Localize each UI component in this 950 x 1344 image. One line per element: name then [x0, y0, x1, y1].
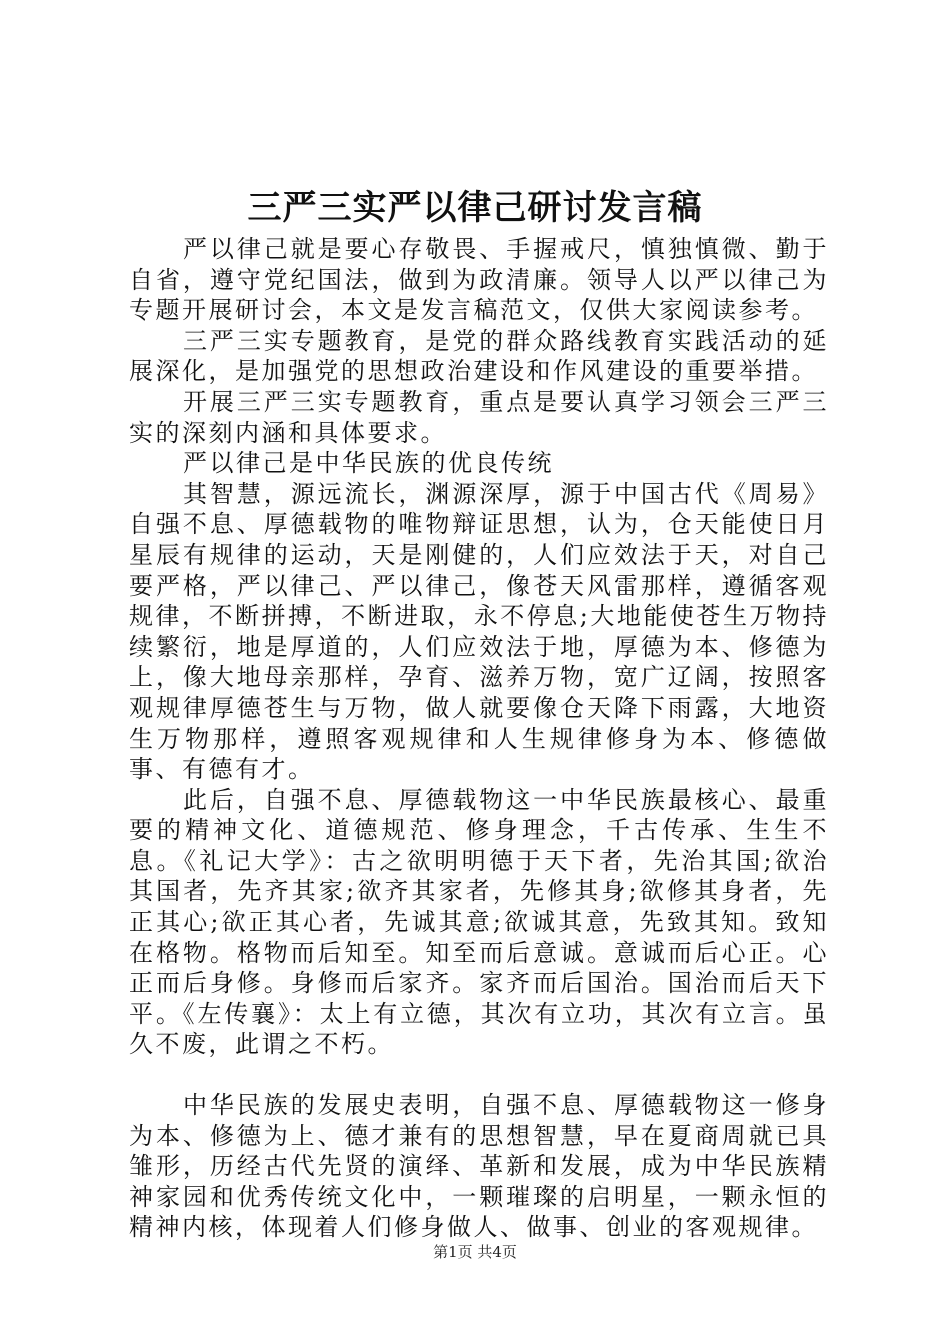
paragraph-intro: 严以律己就是要心存敬畏、手握戒尺，慎独慎微、勤于自省，遵守党纪国法，做到为政清廉。领导人以严以律己为专题开展研讨会，本文是发言稿范文，仅供大家阅读参考。 [129, 235, 829, 325]
paragraph-education: 三严三实专题教育，是党的群众路线教育实践活动的延展深化，是加强党的思想政治建设和作风建设的重要举措。 [129, 326, 829, 386]
section-heading: 严以律己是中华民族的优良传统 [183, 449, 554, 478]
paragraph-wisdom: 其智慧，源远流长，渊源深厚，源于中国古代《周易》自强不息、厚德载物的唯物辩证思想，认为，仓天能使日月星辰有规律的运动，天是刚健的，人们应效法于天，对自己要严格，严以律己、严以律己，像苍天风雷那样，遵循客观规律，不断拼搏，不断进取，永不停息;大地能使苍生万物持续繁衍，地是厚道的，人们应效法于地，厚德为本、修德为上，像大地母亲那样，孕育、滋养万物，宽广辽阔，按照客观规律厚德苍生与万物，做人就要像仓天降下雨露，大地资生万物那样，遵照客观规律和人生规律修身为本、修德做事、有德有才。 [129, 479, 829, 784]
document-title: 三严三实严以律己研讨发言稿 [247, 188, 703, 228]
paragraph-history: 中华民族的发展史表明，自强不息、厚德载物这一修身为本、修德为上、德才兼有的思想智慧，早在夏商周就已具雏形，历经古代先贤的演绎、革新和发展，成为中华民族精神家园和优秀传统文化中，一颗璀璨的启明星，一颗永恒的精神内核，体现着人们修身做人、做事、创业的客观规律。 [129, 1091, 829, 1242]
document-body [129, 234, 829, 1243]
paragraph-heritage: 此后，自强不息、厚德载物这一中华民族最核心、最重要的精神文化、道德规范、修身理念，千古传承、生生不息。《礼记大学》：古之欲明明德于天下者，先治其国;欲治其国者，先齐其家;欲齐其家者，先修其身;欲修其身者，先正其心;欲正其心者，先诚其意;欲诚其意，先致其知。致知在格物。格物而后知至。知至而后意诚。意诚而后心正。心正而后身修。身修而后家齐。家齐而后国治。国治而后天下平。《左传襄》：太上有立德，其次有立功，其次有立言。虽久不废，此谓之不朽。 [129, 785, 829, 1059]
paragraph-spacer [129, 1060, 829, 1090]
page-number: 第1页 共4页 [433, 1243, 517, 1261]
paragraph-focus: 开展三严三实专题教育，重点是要认真学习领会三严三实的深刻内涵和具体要求。 [129, 387, 829, 447]
